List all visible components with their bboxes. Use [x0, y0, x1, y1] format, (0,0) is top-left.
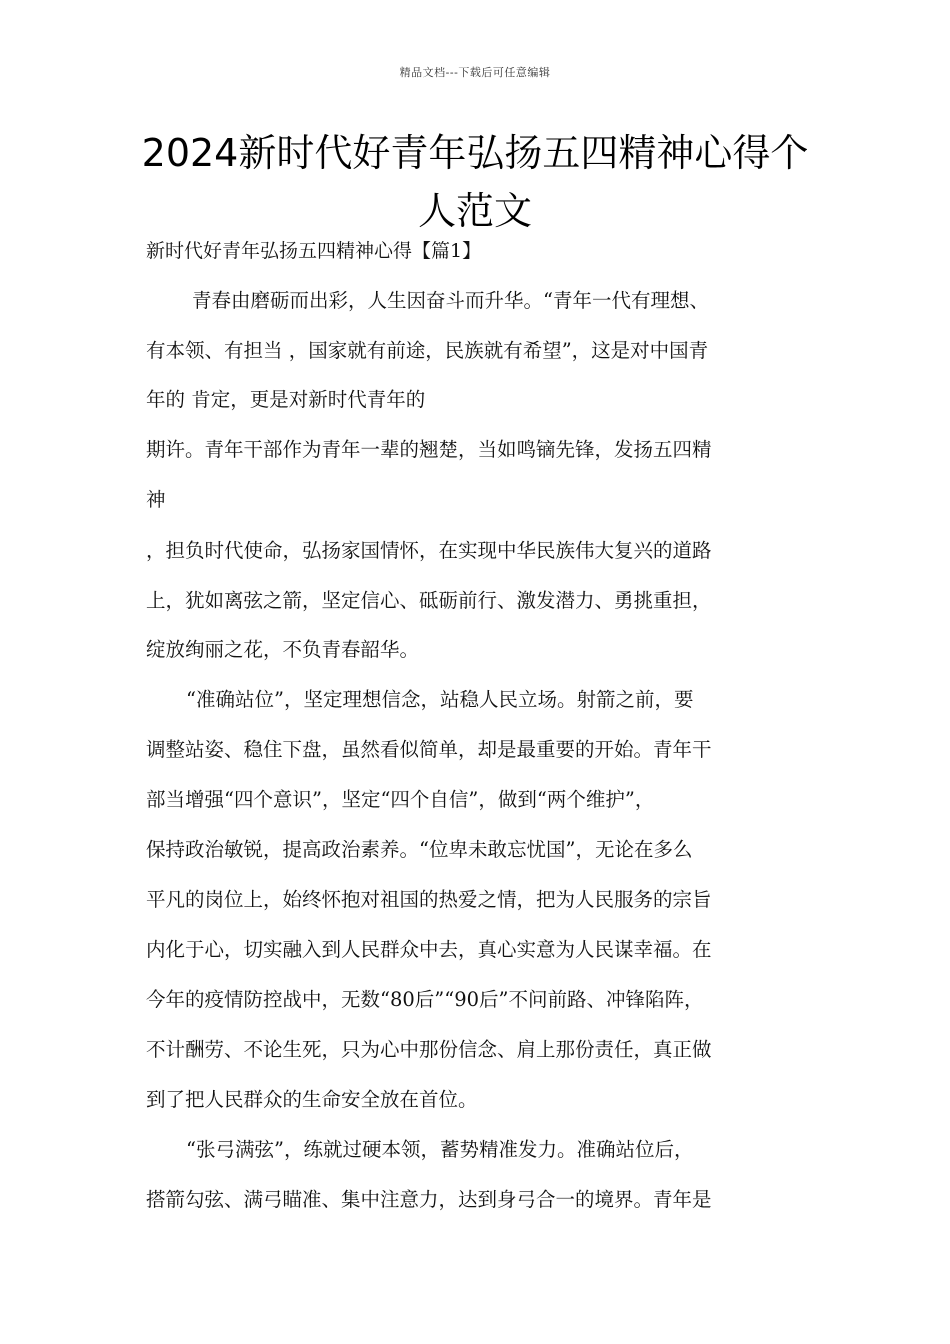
- body-line-14: 内化于心，切实融入到人民群众中去，真心实意为人民谋幸福。在: [146, 938, 712, 961]
- body-line-11: 部当增强“四个意识”，坚定“四个自信”，做到“两个维护”，: [146, 788, 655, 811]
- body-line-7: 上，犹如离弦之箭，坚定信心、砥砺前行、激发潜力、勇挑重担，: [146, 589, 712, 612]
- document-title-line-1: 2024新时代好青年弘扬五四精神心得个: [141, 131, 809, 175]
- header-note: 精品文档---下载后可任意编辑: [399, 66, 551, 79]
- body-line-8: 绽放绚丽之花，不负青春韶华。: [146, 638, 420, 661]
- body-line-13: 平凡的岗位上，始终怀抱对祖国的热爱之情，把为人民服务的宗旨: [146, 888, 712, 911]
- body-line-12: 保持政治敏锐，提高政治素养。“位卑未敢忘忧国”，无论在多么: [146, 838, 693, 861]
- body-line-10: 调整站姿、稳住下盘，虽然看似简单，却是最重要的开始。青年干: [146, 738, 712, 761]
- body-line-15: 今年的疫情防控战中，无数“80后”“90后”不问前路、冲锋陷阵，: [146, 988, 704, 1011]
- document-title-line-2: 人范文: [417, 189, 532, 233]
- body-line-17: 到了把人民群众的生命安全放在首位。: [146, 1088, 478, 1111]
- body-line-4: 期许。青年干部作为青年一辈的翘楚，当如鸣镝先锋，发扬五四精: [146, 438, 712, 461]
- body-line-1: 青春由磨砺而出彩，人生因奋斗而升华。“青年一代有理想、: [192, 289, 709, 312]
- body-line-19: 搭箭勾弦、满弓瞄准、集中注意力，达到身弓合一的境界。青年是: [146, 1188, 712, 1211]
- body-line-6: ，担负时代使命，弘扬家国情怀，在实现中华民族伟大复兴的道路: [146, 539, 712, 562]
- body-line-5: 神: [146, 488, 166, 511]
- body-line-16: 不计酬劳、不论生死，只为心中那份信念、肩上那份责任，真正做: [146, 1038, 712, 1061]
- document-title: [120, 124, 830, 240]
- body-line-3: 年的 肯定，更是对新时代青年的: [146, 388, 426, 411]
- body-line-2: 有本领、有担当 ，国家就有前途，民族就有希望”，这是对中国青: [146, 339, 709, 362]
- section-heading: 新时代好青年弘扬五四精神心得【篇1】: [146, 240, 482, 262]
- body-line-18: “张弓满弦”，练就过硬本领，蓄势精准发力。准确站位后，: [186, 1138, 694, 1161]
- body-line-9: “准确站位”，坚定理想信念，站稳人民立场。射箭之前，要: [186, 688, 694, 711]
